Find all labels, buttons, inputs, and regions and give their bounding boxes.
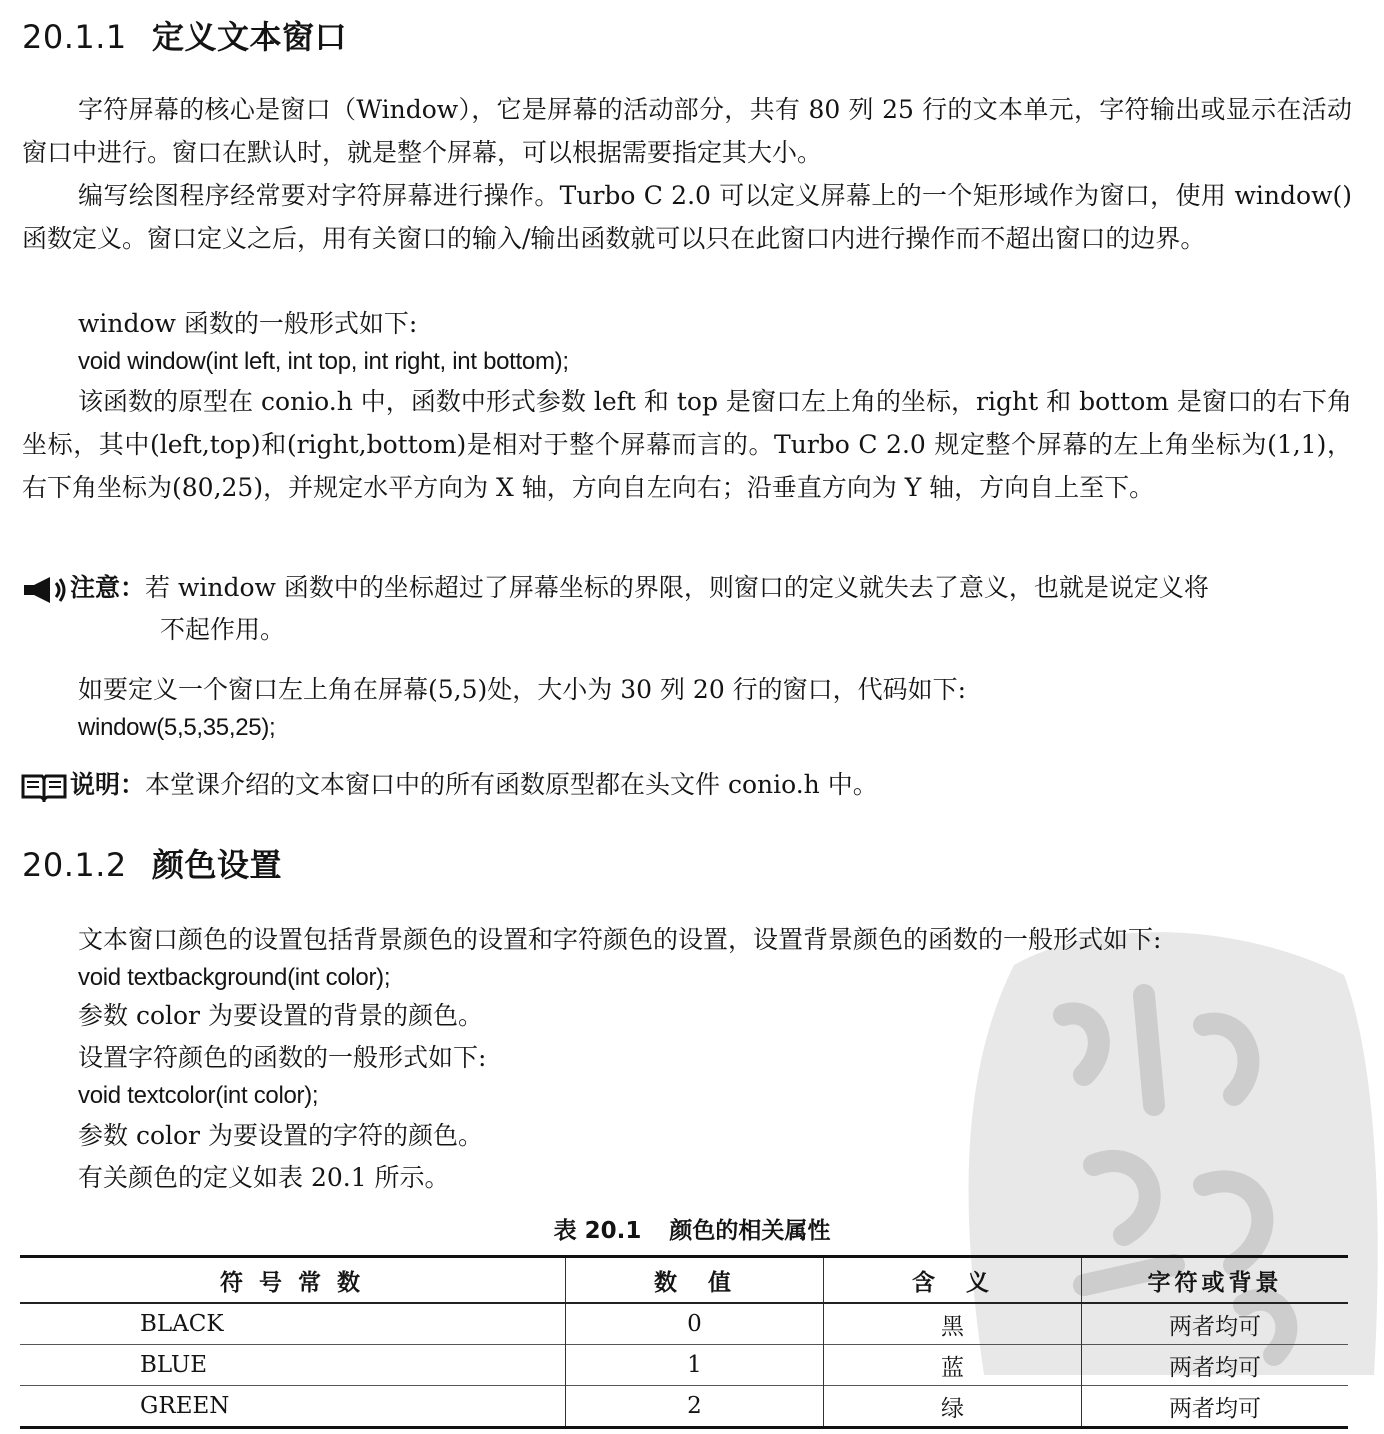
code-textbackground: void textbackground(int color); [78, 964, 391, 991]
bg-description: 参数 color 为要设置的背景的颜色。 [78, 1001, 483, 1030]
example-intro: 如要定义一个窗口左上角在屏幕(5,5)处，大小为 30 列 20 行的窗口，代码如下: [78, 675, 967, 704]
book-icon [20, 772, 70, 802]
code-prototype: void window(int left, int top, int right, int bottom); [78, 348, 569, 375]
cell-value: 1 [566, 1345, 824, 1386]
column-header: 字符或背景 [1082, 1257, 1349, 1304]
megaphone-icon [20, 575, 70, 605]
cell-symbol: GREEN [20, 1386, 566, 1428]
cell-meaning: 蓝 [824, 1345, 1082, 1386]
table-caption-number: 表 20.1 [553, 1218, 642, 1244]
section-number: 20.1.2 [22, 846, 127, 884]
cell-usage: 两者均可 [1082, 1386, 1349, 1428]
explain-text: 本堂课介绍的文本窗口中的所有函数原型都在头文件 conio.h 中。 [145, 770, 878, 799]
explain-label: 说明： [70, 770, 146, 799]
section-title: 颜色设置 [152, 846, 283, 884]
table-reference: 有关颜色的定义如表 20.1 所示。 [78, 1163, 450, 1192]
cell-usage: 两者均可 [1082, 1345, 1349, 1386]
cell-value: 0 [566, 1303, 824, 1345]
table-caption [0, 1212, 1384, 1245]
note-continuation: 不起作用。 [160, 615, 286, 644]
cell-symbol: BLACK [20, 1303, 566, 1345]
table-header-row [20, 1257, 1348, 1304]
column-header: 符 号 常 数 [20, 1257, 566, 1304]
fg-description: 参数 color 为要设置的字符的颜色。 [78, 1121, 483, 1150]
fg-intro: 设置字符颜色的函数的一般形式如下: [78, 1043, 487, 1072]
paragraph: 编写绘图程序经常要对字符屏幕进行操作。Turbo C 2.0 可以定义屏幕上的一个矩形域作为窗口，使用 window()函数定义。窗口定义之后，用有关窗口的输入/输出函数就可以只在此窗口内进行操作而不超出窗口的边界。 [22, 181, 1352, 253]
table-caption-title: 颜色的相关属性 [669, 1218, 831, 1244]
note-text: 若 window 函数中的坐标超过了屏幕坐标的界限，则窗口的定义就失去了意义，也就是说定义将 [145, 573, 1209, 602]
section-title: 定义文本窗口 [152, 18, 348, 56]
table-row [20, 1345, 1348, 1386]
section-heading-2 [22, 840, 282, 886]
paragraph: 字符屏幕的核心是窗口（Window），它是屏幕的活动部分，共有 80 列 25 行的文本单元，字符输出或显示在活动窗口中进行。窗口在默认时，就是整个屏幕，可以根据需要指定其大小。 [22, 95, 1352, 167]
column-header: 含 义 [824, 1257, 1082, 1304]
code-example: window(5,5,35,25); [78, 714, 276, 741]
cell-meaning: 黑 [824, 1303, 1082, 1345]
cell-meaning: 绿 [824, 1386, 1082, 1428]
explain-block [20, 764, 1350, 806]
cell-value: 2 [566, 1386, 824, 1428]
table-row [20, 1303, 1348, 1345]
table-row [20, 1386, 1348, 1428]
cell-symbol: BLUE [20, 1345, 566, 1386]
cell-usage: 两者均可 [1082, 1303, 1349, 1345]
column-header: 数 值 [566, 1257, 824, 1304]
note-block [20, 567, 1350, 644]
section-number: 20.1.1 [22, 18, 127, 56]
paragraph: 该函数的原型在 conio.h 中，函数中形式参数 left 和 top 是窗口左上角的坐标，right 和 bottom 是窗口的右下角坐标，其中(left,top)和(right,bottom)是相对于整个屏幕而言的。Turbo C 2.0 规定整个屏幕的左上角坐标为(1,1)，右下角坐标为(80,25)，并规定水平方向为 X 轴，方向自左向右；沿垂直方向为 Y 轴，方向自上至下。 [22, 387, 1352, 502]
section-heading-1 [22, 12, 347, 58]
form-intro: window 函数的一般形式如下: [78, 309, 418, 338]
color-intro: 文本窗口颜色的设置包括背景颜色的设置和字符颜色的设置，设置背景颜色的函数的一般形式如下: [78, 925, 1162, 954]
color-table [20, 1255, 1348, 1429]
code-textcolor: void textcolor(int color); [78, 1082, 319, 1109]
note-label: 注意： [70, 573, 146, 602]
